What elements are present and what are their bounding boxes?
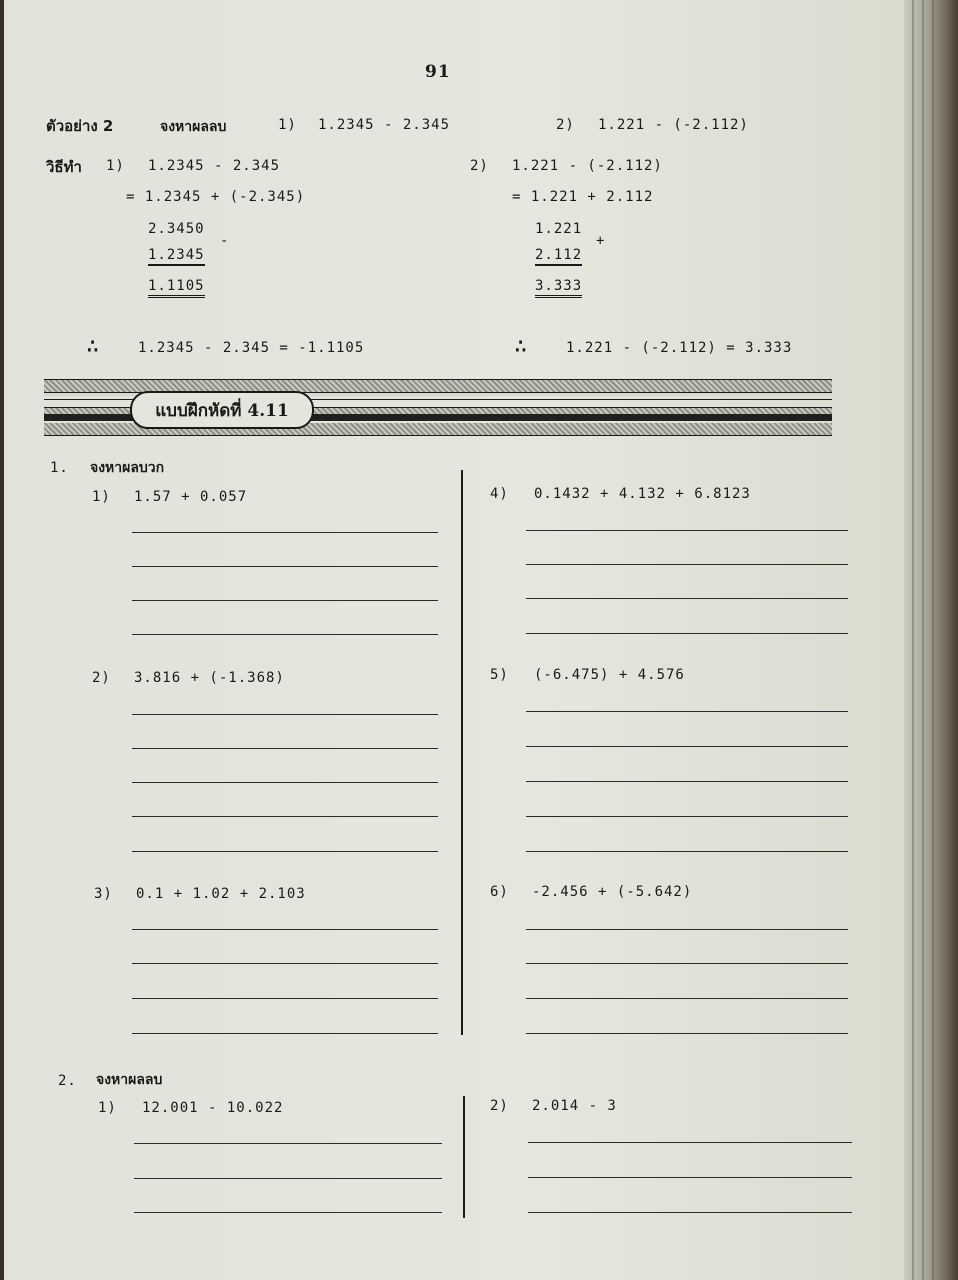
solution-left-result: 1.1105 [148,278,205,298]
answer-line [132,782,438,783]
answer-line [526,851,848,852]
solution-left-line1: 1.2345 - 2.345 [148,158,281,174]
solution-right-num: 2) [470,158,489,174]
answer-line [526,1033,848,1034]
example-instruction: จงหาผลลบ [160,119,227,135]
answer-line [132,851,438,852]
answer-line [132,929,438,930]
example-q1-num: 1) [278,117,297,133]
answer-line [132,600,438,601]
solution-right-line2: = 1.221 + 2.112 [512,189,654,205]
therefore-symbol: ∴ [514,334,529,359]
answer-line [132,816,438,817]
solution-right-bottom: 2.112 [535,247,582,266]
section2-divider [463,1096,465,1218]
solution-left-conclusion: 1.2345 - 2.345 = -1.1105 [138,340,365,356]
answer-line [526,963,848,964]
exercise-item-number: 5) [490,667,509,683]
answer-line [132,963,438,964]
exercise-banner [44,379,832,436]
answer-line [132,748,438,749]
exercise-item-problem: 0.1 + 1.02 + 2.103 [136,886,306,902]
exercise-item-problem: 1.57 + 0.057 [134,489,248,505]
solution-left-line2: = 1.2345 + (-2.345) [126,189,306,205]
exercise-item-problem: -2.456 + (-5.642) [532,884,693,900]
solution-right-result: 3.333 [535,278,582,298]
page-edge-line [912,0,914,1280]
exercise-item-number: 1) [92,489,111,505]
answer-line [526,781,848,782]
answer-line [528,1212,852,1213]
solution-label: วิธีทำ [46,158,82,176]
answer-line [528,1142,852,1143]
answer-line [526,530,848,531]
solution-left-operator: - [220,233,230,249]
answer-line [132,714,438,715]
answer-line [134,1178,442,1179]
page-edge-line [932,0,934,1280]
answer-line [132,566,438,567]
solution-right-top: 1.221 [535,221,583,237]
therefore-symbol: ∴ [86,334,101,359]
answer-line [132,532,438,533]
answer-line [526,564,848,565]
answer-line [526,598,848,599]
page-number: 91 [425,62,451,82]
exercise-item-problem: 12.001 - 10.022 [142,1100,284,1116]
exercise-item-number: 1) [98,1100,117,1116]
answer-line [134,1143,442,1144]
section2-title: จงหาผลลบ [96,1072,163,1088]
solution-right-line1: 1.221 - (-2.112) [512,158,663,174]
section1-divider [461,470,463,1035]
page-edge-stack [904,0,958,1280]
example-label: ตัวอย่าง 2 [46,117,114,135]
solution-left-bottom: 1.2345 [148,247,205,266]
example-q1: 1.2345 - 2.345 [318,117,451,133]
exercise-item-problem: 0.1432 + 4.132 + 6.8123 [534,486,751,502]
exercise-item-number: 6) [490,884,509,900]
answer-line [134,1212,442,1213]
answer-line [526,998,848,999]
solution-right-operator: + [596,233,606,249]
solution-left-num: 1) [106,158,125,174]
exercise-title: แบบฝึกหัดที่ 4.11 [130,391,314,429]
section2-number: 2. [58,1073,77,1089]
exercise-item-number: 3) [94,886,113,902]
example-q2-num: 2) [556,117,575,133]
answer-line [132,998,438,999]
answer-line [132,634,438,635]
example-q2: 1.221 - (-2.112) [598,117,749,133]
exercise-item-number: 2) [490,1098,509,1114]
exercise-item-problem: 3.816 + (-1.368) [134,670,285,686]
answer-line [526,633,848,634]
exercise-item-number: 2) [92,670,111,686]
section1-title: จงหาผลบวก [90,460,165,476]
page-edge-line [922,0,924,1280]
answer-line [526,929,848,930]
answer-line [526,746,848,747]
exercise-item-problem: (-6.475) + 4.576 [534,667,685,683]
answer-line [526,816,848,817]
answer-line [528,1177,852,1178]
answer-line [526,711,848,712]
solution-left-top: 2.3450 [148,221,205,237]
answer-line [132,1033,438,1034]
section1-number: 1. [50,460,69,476]
exercise-item-problem: 2.014 - 3 [532,1098,617,1114]
exercise-item-number: 4) [490,486,509,502]
solution-right-conclusion: 1.221 - (-2.112) = 3.333 [566,340,793,356]
